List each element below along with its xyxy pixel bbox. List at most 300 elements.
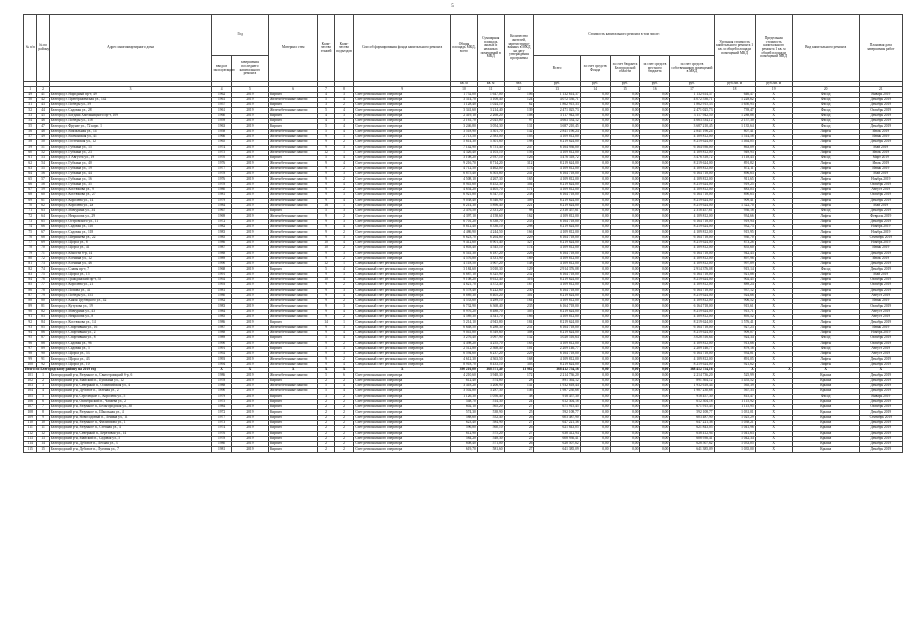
table-cell: Специальный счет регионального оператора: [354, 262, 451, 267]
table-cell: Специальный счет регионального оператора: [354, 277, 451, 282]
table-cell: 1 115,95: [714, 405, 755, 410]
table-cell: 641 385,09: [534, 447, 580, 452]
table-cell: 0,00: [610, 299, 640, 304]
table-cell: 1: [37, 373, 49, 378]
table-cell: 2019: [231, 288, 268, 293]
table-cell: 0,00: [580, 145, 610, 150]
table-cell: 0,00: [640, 225, 670, 230]
table-cell: 2019: [231, 209, 268, 214]
table-cell: Х: [755, 336, 792, 341]
table-cell: 4 109 812,00: [534, 230, 580, 235]
table-cell: Фасад: [792, 267, 859, 272]
table-cell: Железобетонные панели: [268, 240, 317, 245]
table-cell: Лифты: [792, 187, 859, 192]
table-cell: 86: [24, 288, 37, 293]
table-cell: 8 546,90: [477, 198, 504, 203]
table-cell: 807,41: [714, 129, 755, 134]
table-cell: 9: [318, 325, 334, 330]
table-cell: 3: [334, 209, 354, 214]
table-cell: 4 363,50: [477, 357, 504, 362]
table-cell: 4: [334, 182, 354, 187]
table-cell: 1980: [212, 187, 232, 192]
table-cell: 82: [24, 267, 37, 272]
table-cell: 9: [318, 309, 334, 314]
table-cell: 0,00: [640, 145, 670, 150]
table-cell: Железобетонные панели: [268, 309, 317, 314]
table-cell: 3: [318, 394, 334, 399]
column-index: 8: [334, 87, 354, 92]
table-cell: 0,00: [640, 368, 670, 373]
table-cell: Белгород г. Князя Трубецкого ул., 42: [49, 299, 212, 304]
table-cell: 1986: [212, 320, 232, 325]
table-cell: 0,00: [640, 405, 670, 410]
table-cell: Специальный счет регионального оператора: [354, 293, 451, 298]
table-cell: 141: [504, 383, 534, 388]
table-cell: 6 164 718,00: [670, 219, 714, 224]
table-cell: 4 289,10: [477, 299, 504, 304]
table-cell: Железобетонные панели: [268, 251, 317, 256]
table-cell: Крыша: [792, 373, 859, 378]
table-cell: 8 219 624,00: [670, 362, 714, 367]
table-cell: 9: [318, 283, 334, 288]
table-cell: 1974: [212, 426, 232, 431]
table-cell: 5: [318, 129, 334, 134]
table-cell: Железобетонные панели: [268, 198, 317, 203]
table-cell: 0,00: [610, 399, 640, 404]
table-cell: 0,00: [610, 156, 640, 161]
table-cell: 0,00: [580, 209, 610, 214]
table-cell: 2019: [231, 373, 268, 378]
table-cell: 0,00: [580, 230, 610, 235]
table-cell: 0,00: [580, 442, 610, 447]
table-cell: Х: [755, 156, 792, 161]
table-cell: 1989: [212, 336, 232, 341]
table-cell: 2 318 457,61: [534, 209, 580, 214]
table-cell: Белгород г. Народный пр-т, 49: [49, 92, 212, 97]
table-cell: 1986: [212, 373, 232, 378]
table-cell: Счет регионального оператора: [354, 124, 451, 129]
table-cell: 0,00: [580, 103, 610, 108]
table-cell: Х: [755, 421, 792, 426]
table-cell: 2 209 146,77: [534, 346, 580, 351]
table-cell: Счет регионального оператора: [354, 405, 451, 410]
table-cell: 4 612,30: [451, 357, 478, 362]
table-cell: 113: [24, 436, 37, 441]
table-cell: 0,00: [580, 373, 610, 378]
table-cell: Х: [755, 267, 792, 272]
table-cell: Специальный счет регионального оператора: [354, 341, 451, 346]
table-cell: Х: [755, 399, 792, 404]
table-cell: Счет регионального оператора: [354, 119, 451, 124]
table-cell: 4: [334, 124, 354, 129]
table-cell: Белгородский р-н, Дубовое п., Зеленая ул., 2: [49, 389, 212, 394]
table-cell: 226: [504, 251, 534, 256]
unit-cell: руб.: [640, 82, 670, 87]
table-cell: 890,63: [714, 193, 755, 198]
table-cell: 2 471 025,73: [534, 108, 580, 113]
table-cell: 0,00: [610, 320, 640, 325]
table-cell: Белгород г. Губкина ул., 23: [49, 150, 212, 155]
table-cell: 0,00: [580, 288, 610, 293]
table-cell: 0,00: [610, 209, 640, 214]
table-cell: Лифты: [792, 283, 859, 288]
table-cell: 84: [24, 277, 37, 282]
table-cell: 26: [504, 442, 534, 447]
table-cell: 0,00: [640, 92, 670, 97]
table-cell: 2: [334, 394, 354, 399]
table-cell: 131: [504, 124, 534, 129]
table-cell: Белгород г. Садовая ул., 96: [49, 341, 212, 346]
table-cell: 1987: [212, 325, 232, 330]
table-cell: 0,00: [640, 288, 670, 293]
table-cell: 8: [37, 410, 49, 415]
table-cell: 368 412 754,16: [534, 368, 580, 373]
table-cell: Счет регионального оператора: [354, 421, 451, 426]
table-cell: 303: [504, 362, 534, 367]
table-cell: 0,00: [640, 399, 670, 404]
table-cell: 10: [318, 246, 334, 251]
table-cell: 1 024,10: [477, 103, 504, 108]
table-cell: Х: [755, 362, 792, 367]
table-cell: Железобетонные панели: [268, 373, 317, 378]
table-cell: 4 109 812,00: [670, 134, 714, 139]
table-cell: 0,00: [610, 436, 640, 441]
table-cell: 0,00: [640, 230, 670, 235]
table-cell: Декабрь 2019: [859, 103, 902, 108]
table-cell: 2: [334, 426, 354, 431]
table-cell: Х: [755, 330, 792, 335]
table-cell: 0,00: [610, 108, 640, 113]
table-cell: 1962: [212, 92, 232, 97]
table-cell: 0,00: [640, 209, 670, 214]
table-cell: 0,00: [610, 198, 640, 203]
table-cell: 232: [504, 272, 534, 277]
table-cell: 2: [334, 405, 354, 410]
column-header: Суммарная площадь жилых и нежилых помещений в МКД: [477, 15, 504, 82]
table-cell: 0,00: [610, 288, 640, 293]
table-cell: Май 2019: [859, 272, 902, 277]
table-cell: 124: [504, 97, 534, 102]
table-cell: 3: [334, 219, 354, 224]
table-cell: 1979: [212, 394, 232, 399]
table-cell: 4: [334, 108, 354, 113]
table-cell: 0,00: [580, 225, 610, 230]
table-cell: 3 246,80: [451, 124, 478, 129]
table-cell: 6 547,10: [477, 193, 504, 198]
table-cell: Счет регионального оператора: [354, 383, 451, 388]
table-cell: Июль 2019: [859, 161, 902, 166]
table-cell: 906,52: [714, 299, 755, 304]
table-cell: 49: [24, 92, 37, 97]
table-cell: Белгородский р-н, Разумное п., Святотроицкий б-р, 6: [49, 373, 212, 378]
table-cell: Декабрь 2019: [859, 389, 902, 394]
table-cell: 9: [318, 219, 334, 224]
table-cell: 0,00: [610, 187, 640, 192]
table-cell: Счет регионального оператора: [354, 203, 451, 208]
table-cell: Лифты: [792, 304, 859, 309]
table-cell: 327: [504, 240, 534, 245]
column-header: № п/п: [24, 15, 37, 82]
table-cell: Х: [755, 341, 792, 346]
table-cell: 6 164 718,00: [670, 235, 714, 240]
table-cell: 78: [37, 288, 49, 293]
table-cell: 4 109 812,00: [534, 177, 580, 182]
table-cell: Крыша: [792, 421, 859, 426]
table-cell: 0,00: [610, 405, 640, 410]
table-cell: 1980: [212, 293, 232, 298]
table-cell: 47: [37, 124, 49, 129]
table-cell: Крыша: [792, 383, 859, 388]
column-index: 15: [610, 87, 640, 92]
table-cell: 52: [37, 150, 49, 155]
table-cell: Счет регионального оператора: [354, 230, 451, 235]
table-cell: Х: [755, 108, 792, 113]
table-cell: Декабрь 2019: [859, 320, 902, 325]
table-cell: 902,45: [714, 277, 755, 282]
table-cell: 2: [334, 103, 354, 108]
table-cell: Кирпич: [268, 267, 317, 272]
table-cell: Счет регионального оператора: [354, 436, 451, 441]
table-cell: 101: [504, 346, 534, 351]
table-cell: 2: [318, 442, 334, 447]
table-cell: 1974: [212, 145, 232, 150]
column-header: Плановая дата завершения работ: [859, 15, 902, 82]
table-cell: 0,00: [580, 198, 610, 203]
table-cell: Белгород г. Мичурина ул., 43: [49, 309, 212, 314]
table-cell: 1969: [212, 214, 232, 219]
table-cell: 909,07: [714, 330, 755, 335]
table-cell: Белгородский р-н, Разумное п., Бельгородская ул., 30: [49, 405, 212, 410]
table-cell: Х: [755, 246, 792, 251]
table-cell: 2019: [231, 97, 268, 102]
table-cell: 896,63: [714, 172, 755, 177]
table-cell: 2: [334, 447, 354, 452]
table-cell: Лифты: [792, 341, 859, 346]
table-cell: 934,66: [714, 214, 755, 219]
table-cell: Счет регионального оператора: [354, 431, 451, 436]
table-cell: 612 304,18: [534, 399, 580, 404]
table-cell: 641 385,09: [670, 447, 714, 452]
table-cell: Х: [755, 378, 792, 383]
table-cell: 0,00: [610, 214, 640, 219]
table-cell: Белгород г. Садовая ул., 118: [49, 230, 212, 235]
table-cell: Белгород г. Некрасова ул., 29: [49, 214, 212, 219]
table-cell: 1978: [212, 182, 232, 187]
table-cell: 2019: [231, 193, 268, 198]
table-cell: Счет регионального оператора: [354, 209, 451, 214]
table-cell: 0,00: [580, 129, 610, 134]
table-cell: Декабрь 2019: [859, 198, 902, 203]
table-cell: 2019: [231, 378, 268, 383]
table-cell: 4 244,50: [477, 230, 504, 235]
table-cell: 87: [37, 336, 49, 341]
table-cell: Лифты: [792, 235, 859, 240]
table-cell: Х: [755, 394, 792, 399]
table-cell: 6 164 718,00: [670, 272, 714, 277]
table-cell: 1967: [212, 209, 232, 214]
table-cell: 6 288,30: [477, 325, 504, 330]
table-cell: Лифты: [792, 288, 859, 293]
table-cell: 1981: [212, 288, 232, 293]
table-cell: 3: [334, 145, 354, 150]
table-cell: 6 164 718,00: [534, 272, 580, 277]
table-cell: Декабрь 2019: [859, 399, 902, 404]
table-cell: 2019: [231, 235, 268, 240]
table-cell: 1980: [212, 442, 232, 447]
table-cell: 623,40: [451, 421, 478, 426]
table-cell: 0,00: [610, 373, 640, 378]
table-cell: 608 936,41: [670, 436, 714, 441]
table-cell: 0,00: [610, 426, 640, 431]
table-cell: 0,00: [640, 129, 670, 134]
table-cell: 6 875,40: [451, 172, 478, 177]
table-cell: Х: [755, 225, 792, 230]
table-cell: Х: [755, 230, 792, 235]
table-cell: 915,95: [714, 230, 755, 235]
table-cell: 1 932 618,44: [534, 383, 580, 388]
table-cell: 2019: [231, 341, 268, 346]
table-cell: 2: [334, 230, 354, 235]
table-cell: Счет регионального оператора: [354, 193, 451, 198]
table-cell: 102: [24, 378, 37, 383]
table-cell: 621 843,05: [670, 426, 714, 431]
table-cell: 3: [334, 288, 354, 293]
table-cell: 915,14: [714, 267, 755, 272]
table-cell: Счет регионального оператора: [354, 389, 451, 394]
table-cell: 0,00: [640, 267, 670, 272]
table-cell: 2019: [231, 293, 268, 298]
table-cell: 0,00: [580, 256, 610, 261]
table-cell: 2: [37, 378, 49, 383]
table-cell: 168: [504, 357, 534, 362]
table-cell: Счет регионального оператора: [354, 399, 451, 404]
table-cell: Железобетонные панели: [268, 203, 317, 208]
table-cell: 107: [24, 405, 37, 410]
table-cell: 3: [334, 113, 354, 118]
table-cell: Белгород г. Некрасова ул., 8: [49, 315, 212, 320]
page-number: 5: [451, 4, 454, 9]
table-cell: Х: [755, 219, 792, 224]
table-cell: 4: [334, 293, 354, 298]
table-cell: 0,00: [610, 150, 640, 155]
table-cell: 2019: [231, 129, 268, 134]
table-cell: 1 862 915,33: [534, 103, 580, 108]
table-cell: 949,93: [714, 150, 755, 155]
table-cell: 2019: [231, 161, 268, 166]
table-cell: Х: [755, 161, 792, 166]
table-cell: 62: [504, 103, 534, 108]
table-cell: 101: [24, 373, 37, 378]
table-cell: 0,00: [610, 421, 640, 426]
table-cell: 0,00: [640, 421, 670, 426]
table-cell: 2: [334, 436, 354, 441]
table-cell: Железобетонные панели: [268, 150, 317, 155]
table-cell: 9 038,40: [451, 198, 478, 203]
table-cell: 1 322,70: [714, 203, 755, 208]
table-cell: 6 164 718,00: [670, 288, 714, 293]
table-cell: 1982: [212, 299, 232, 304]
table-cell: 6 687,10: [451, 272, 478, 277]
table-cell: 6 237,20: [477, 352, 504, 357]
table-cell: Декабрь 2019: [859, 219, 902, 224]
table-cell: 0,00: [640, 240, 670, 245]
table-cell: 9: [318, 235, 334, 240]
table-cell: 0,00: [640, 108, 670, 113]
table-cell: 91: [24, 315, 37, 320]
table-cell: 8 219 624,00: [534, 225, 580, 230]
table-cell: 4 545,10: [477, 246, 504, 251]
table-cell: Железобетонные панели: [268, 225, 317, 230]
table-cell: 5 301,60: [477, 140, 504, 145]
table-cell: 4 109 812,00: [534, 256, 580, 261]
table-cell: Х: [755, 304, 792, 309]
table-cell: 71: [24, 209, 37, 214]
table-cell: 0,00: [580, 187, 610, 192]
table-cell: 2: [334, 399, 354, 404]
table-cell: 2019: [231, 172, 268, 177]
table-cell: 0,00: [580, 389, 610, 394]
table-cell: 0,00: [640, 341, 670, 346]
table-cell: Железобетонные панели: [268, 134, 317, 139]
table-cell: 4: [334, 97, 354, 102]
table-cell: Белгород г. Мичурина ул., 34: [49, 209, 212, 214]
table-cell: 231: [504, 325, 534, 330]
table-cell: 8 219 624,00: [534, 277, 580, 282]
table-cell: 2019: [231, 134, 268, 139]
table-cell: Белгородский р-н, Октябрьский п., Чапаева ул., 2: [49, 399, 212, 404]
table-cell: Белгород г. Спортивная ул., 16: [49, 325, 212, 330]
table-cell: 0,00: [640, 378, 670, 383]
table-cell: 3: [318, 103, 334, 108]
table-cell: 2019: [231, 230, 268, 235]
table-cell: 0,00: [640, 373, 670, 378]
table-cell: Железобетонные панели: [268, 193, 317, 198]
table-cell: 0,00: [580, 426, 610, 431]
table-cell: 608,40: [451, 442, 478, 447]
table-cell: 2 025,80: [477, 119, 504, 124]
table-cell: 3: [334, 251, 354, 256]
table-cell: 9: [318, 352, 334, 357]
table-cell: 1984: [212, 309, 232, 314]
table-cell: 891 364,12: [534, 378, 580, 383]
table-cell: Белгородский р-н, Новосадовый п., Ленина ул., 11: [49, 415, 212, 420]
table-cell: 2019: [231, 394, 268, 399]
table-cell: 2019: [231, 150, 268, 155]
table-cell: Счет регионального оператора: [354, 150, 451, 155]
table-cell: Железобетонные панели: [268, 272, 317, 277]
table-cell: Крыша: [792, 431, 859, 436]
table-cell: 2019: [231, 426, 268, 431]
table-cell: 1972: [212, 410, 232, 415]
table-cell: 172: [504, 373, 534, 378]
table-cell: Лифты: [792, 293, 859, 298]
table-cell: 0,00: [640, 156, 670, 161]
table-cell: 8 219 624,00: [534, 309, 580, 314]
table-cell: 2019: [231, 277, 268, 282]
table-cell: 57: [37, 177, 49, 182]
table-cell: 4 803,40: [451, 246, 478, 251]
table-cell: Железобетонные панели: [268, 166, 317, 171]
table-cell: 11: [37, 426, 49, 431]
table-cell: 560,10: [477, 426, 504, 431]
table-cell: 129: [504, 267, 534, 272]
table-cell: 8 219 624,00: [670, 293, 714, 298]
table-cell: 0,00: [580, 378, 610, 383]
table-cell: Х: [755, 299, 792, 304]
table-cell: 9: [318, 330, 334, 335]
table-cell: 8 433,10: [477, 362, 504, 367]
table-cell: 2019: [231, 145, 268, 150]
